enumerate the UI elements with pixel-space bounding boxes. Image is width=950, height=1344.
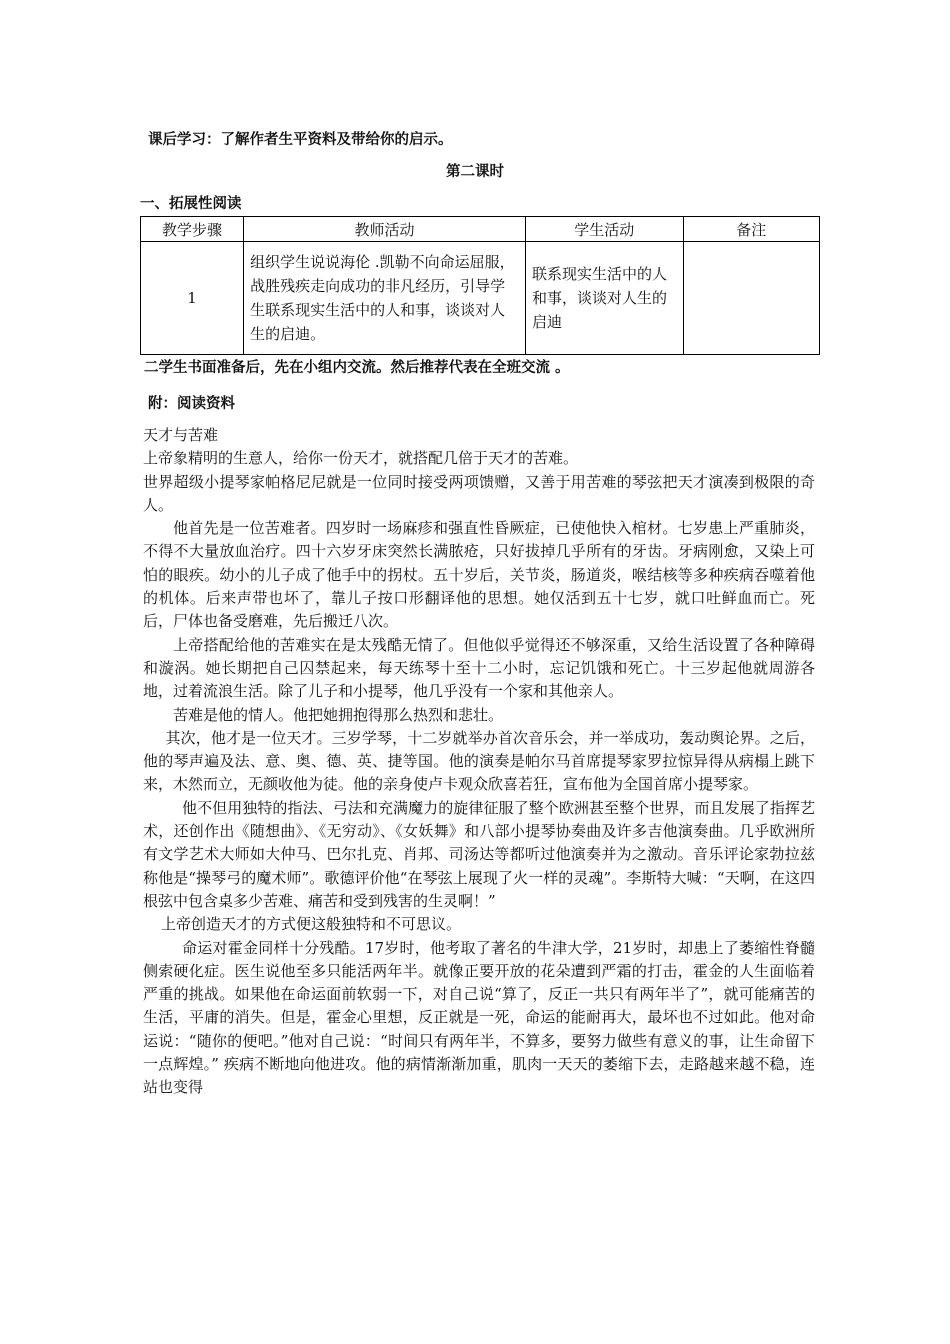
cell-teacher-activity: 组织学生说说海伦 .凯勒不向命运屈服，战胜残疾走向成功的非凡经历，引导学生联系现实生活中的人和事，谈谈对人生的启迪。	[244, 242, 526, 355]
section2-title: 二学生书面准备后，先在小组内交流。然后推荐代表在全班交流 。	[144, 360, 570, 376]
header-step: 教学步骤	[141, 217, 244, 242]
paragraph: 其次，他才是一位天才。三岁学琴，十二岁就举办首次音乐会，并一举成功，轰动舆论界。之后，他的琴声遍及法、意、奥、德、英、捷等国。他的演奏是帕尔马首席提琴家罗拉惊异得从病榻上跳下来，木然而立，无颜收他为徒。他的亲身使卢卡观众欣喜若狂，宣布他为全国首席小提琴家。	[143, 728, 815, 794]
paragraph: 世界超级小提琴家帕格尼尼就是一位同时接受两项馈赠，又善于用苦难的琴弦把天才演凑到极限的奇人。	[143, 472, 815, 514]
paragraph: 命运对霍金同样十分残酷。17岁时，他考取了著名的牛津大学，21岁时，却患上了萎缩性脊髓侧索硬化症。医生说他至多只能活两年半。就像正要开放的花朵遭到严霜的打击，霍金的人生面临着严重的挑战。如果他在命运面前软弱一下，对自己说“算了，反正一共只有两年半了”，就可能痛苦的生活，平庸的消失。但是，霍金心里想，反正就是一死，命运的能耐再大，最坏也不过如此。他对命运说：“随你的便吧。”他对自己说：“时间只有两年半，不算多，要努力做些有意义的事，让生命留下一点辉煌。” 疾病不断地向他进攻。他的病情渐渐加重，肌肉一天天的萎缩下去，走路越来越不稳，连站也变得	[143, 938, 815, 1097]
header-note: 备注	[683, 217, 819, 242]
header-student: 学生活动	[525, 217, 683, 242]
after-class-note: 课后学习：了解作者生平资料及带给你的启示。	[148, 132, 453, 148]
paragraph: 上帝象精明的生意人，给你一份天才，就搭配几倍于天才的苦难。	[143, 449, 579, 468]
section1-title: 一、拓展性阅读	[140, 196, 242, 212]
reading-material	[143, 424, 815, 1100]
table-row	[141, 242, 820, 355]
header-teacher: 教师活动	[244, 217, 526, 242]
reading-title: 天才与苦难	[143, 426, 219, 444]
cell-step: 1	[141, 242, 244, 355]
paragraph: 他首先是一位苦难者。四岁时一场麻疹和强直性昏厥症，已使他快入棺材。七岁患上严重肺炎，不得不大量放血治疗。四十六岁牙床突然长满脓疮，只好拔掉几乎所有的牙齿。牙病刚愈，又染上可怕的眼疾。幼小的儿子成了他手中的拐杖。五十岁后，关节炎，肠道炎，喉结核等多种疾病吞噬着他的机体。后来声带也坏了，靠儿子按口形翻译他的思想。她仅活到五十七岁，就口吐鲜血而亡。死后，尸体也备受磨难，先后搬迁八次。	[143, 519, 815, 631]
teaching-steps-table	[140, 216, 820, 355]
paragraph: 上帝创造天才的方式便这般独特和不可思议。	[161, 915, 462, 934]
cell-note	[683, 242, 819, 355]
appendix-title: 附：阅读资料	[148, 396, 235, 412]
lesson-title: 第二课时	[446, 164, 504, 180]
paragraph: 他不但用独特的指法、弓法和充满魔力的旋律征服了整个欧洲甚至整个世界，而且发展了指挥艺术，还创作出《随想曲》、《无穷动》、《女妖舞》和八部小提琴协奏曲及许多吉他演奏曲。几乎欧洲所有文学艺术大师如大仲马、巴尔扎克、肖邦、司汤达等都听过他演奏并为之激动。音乐评论家勃拉兹称他是“操琴弓的魔术师”。歌德评价他“在琴弦上展现了火一样的灵魂”。李斯特大喊：“天啊，在这四根弦中包含桌多少苦难、痛苦和受到残害的生灵啊！”	[143, 798, 815, 910]
table-header-row	[141, 217, 820, 242]
paragraph: 苦难是他的情人。他把她拥抱得那么热烈和悲壮。	[173, 705, 504, 724]
cell-student-activity: 联系现实生活中的人和事，谈谈对人生的启迪	[525, 242, 683, 355]
paragraph: 上帝搭配给他的苦难实在是太残酷无情了。但他似乎觉得还不够深重，又给生活设置了各种障碍和漩涡。她长期把自己囚禁起来，每天练琴十至十二小时，忘记饥饿和死亡。十三岁起他就周游各地，过着流浪生活。除了儿子和小提琴，他几乎没有一个家和其他亲人。	[143, 635, 815, 701]
